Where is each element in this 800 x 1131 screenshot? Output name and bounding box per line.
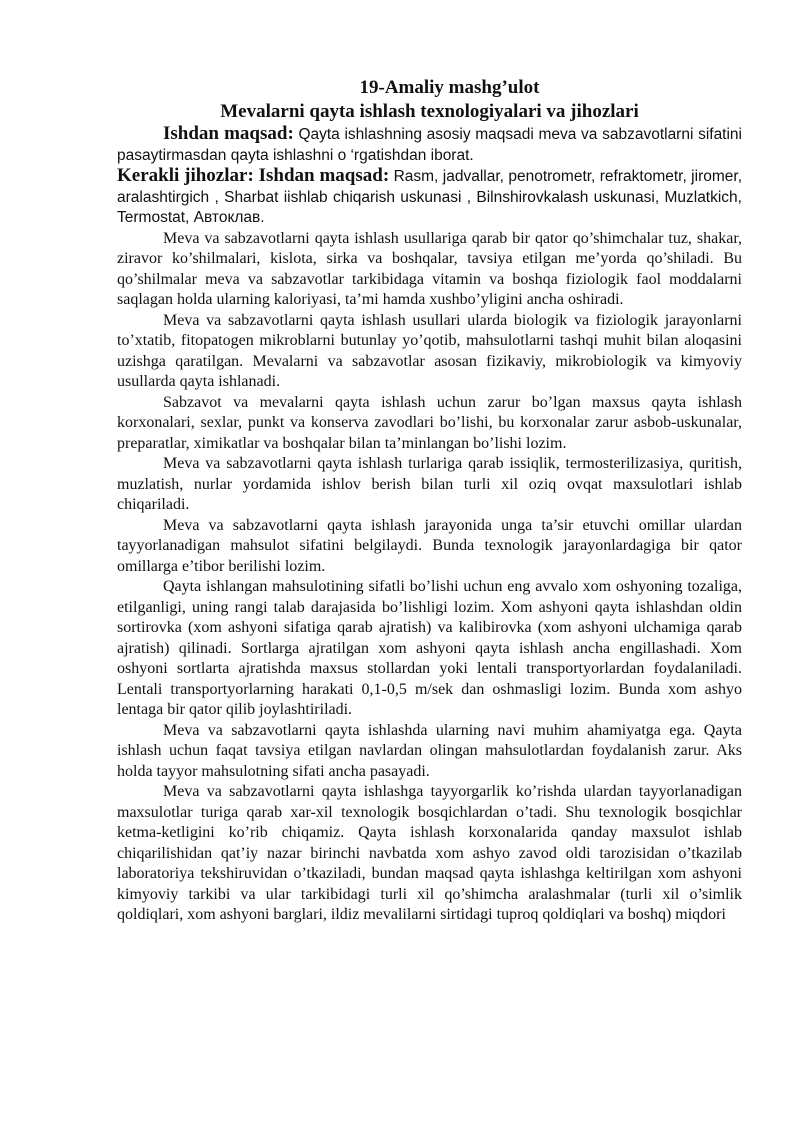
equipment-text: Rasm, jadvallar, penotrometr, refraktometr, jiromer, aralashtirgich , Sharbat iishlab chiqarish uskunasi , Bilnshirovkalash uskunasi, Muzlatkich, Termostat, Автоклав. [117, 168, 742, 226]
body-paragraph: Meva va sabzavotlarni qayta ishlash usullari ularda biologik va fiziologik jarayonlarni to’xtatib, fitopatogen mikroblarni butunlay yo’qotib, mahsulotlarni tashqi muhit bilan aloqasini uzishga qaratilgan. Mevalarni va sabzavotlar asosan fizikaviy, mikrobiologik va kimyoviy usullarda qayta ishlanadi. [117, 311, 742, 390]
body-paragraph: Meva va sabzavotlarni qayta ishlashga tayyorgarlik ko’rishda ulardan tayyorlanadigan maxsulotlar turiga qarab xar-xil texnologik bosqichlardan o’tadi. Shu texnologik bosqichlar ketma-ketligini ko’rib chiqamiz. Qayta ishlash korxonalarida qanday maxsulot ishlab chiqarilishidan qat’iy nazar birinchi navbatda xom ashyo zavod oldi tarozisidan o’tkazilab laboratoriya tekshiruvidan o’tkaziladi, bundan maqsad qayta ishlashga keltirilgan xom ashyoni kimyoviy tarkibi va ular tarkibidagi turli xil qo’shimcha aralashmalar (turli xil o’simlik qoldiqlari, xom ashyoni barglari, ildiz mevalilarni sirtidagi tuproq qoldiqlari va boshq) miqdori [117, 783, 742, 923]
equipment-paragraph [117, 166, 742, 229]
body-paragraph: Meva va sabzavotlarni qayta ishlash turlariga qarab issiqlik, termosterilizasiya, quritish, muzlatish, nurlar yordamida ishlov berish bilan turli xil oziq ovqat maxsulotlari ishlab chiqariladi. [117, 455, 742, 513]
equipment-label: Kerakli jihozlar: Ishdan maqsad: [117, 165, 390, 186]
body-paragraph: Meva va sabzavotlarni qayta ishlash usullariga qarab bir qator qo’shimchalar tuz, shakar, ziravor ko’shilmalari, kislota, sirka va boshqalar, tavsiya etilgan me’yorda qo’shiladi. Bu qo’shilmalar meva va sabzavotlar tarkibidaga vitamin va boshqa fiziologik faol moddalarni saqlagan holda ularning kaloriyasi, ta’mi hamda xushbo’yligini ancha oshiradi. [117, 229, 742, 308]
body-paragraph: Sabzavot va mevalarni qayta ishlash uchun zarur bo’lgan maxsus qayta ishlash korxonalari, sexlar, punkt va konserva zavodlari bo’lishi, bu korxonalar zarur asbob-uskunalar, preparatlar, ximikatlar va boshqalar bilan ta’minlangan bo’lishi lozim. [117, 393, 742, 452]
page-subtitle: Mevalarni qayta ishlash texnologiyalari va jihozlari [220, 101, 639, 122]
goal-paragraph [117, 124, 742, 166]
document-page [117, 76, 742, 926]
body-paragraph: Meva va sabzavotlarni qayta ishlashda ularning navi muhim ahamiyatga ega. Qayta ishlash uchun faqat tavsiya etilgan navlardan olingan mahsulotlardan foydalanish zarur. Aks holda tayyor mahsulotning sifati ancha pasayadi. [117, 721, 742, 780]
body-paragraph: Meva va sabzavotlarni qayta ishlash jarayonida unga ta’sir etuvchi omillar ulardan tayyorlanadigan mahsulot sifatini belgilaydi. Bunda texnologik jarayonlardagiga bir qator omillarga e’tibor berilishi lozim. [117, 516, 742, 575]
goal-text: Qayta ishlashning asosiy maqsadi meva va sabzavotlarni sifatini pasaytirmasdan qayta ishlashni o ‘rgatishdan iborat. [117, 126, 742, 164]
body-paragraph: Qayta ishlangan mahsulotining sifatli bo’lishi uchun eng avvalo xom oshyoning tozaliga, etilganligi, uning rangi talab darajasida bo’lishligi lozim. Xom ashyoni qayta ishlashdan oldin sortirovka (xom ashyoni sifatiga qarab ajratish) va kalibirovka (xom ashyoni ulchamiga qarab ajratish) qilinadi. Sortlarga ajratilgan xom ashyoni qayta ishlash ancha engillashadi. Xom oshyoni sortlarta ajratishda maxsus stollardan yoki lentali transportyorlardan foydalaniladi. Lentali transportyorlarning harakati 0,1-0,5 m/sek dan oshmasligi lozim. Bunda xom ashyo lentaga bir qator qilib joylashtiriladi. [117, 578, 742, 718]
page-title: 19-Amaliy mashg’ulot [359, 77, 540, 98]
goal-label: Ishdan maqsad: [163, 123, 294, 144]
